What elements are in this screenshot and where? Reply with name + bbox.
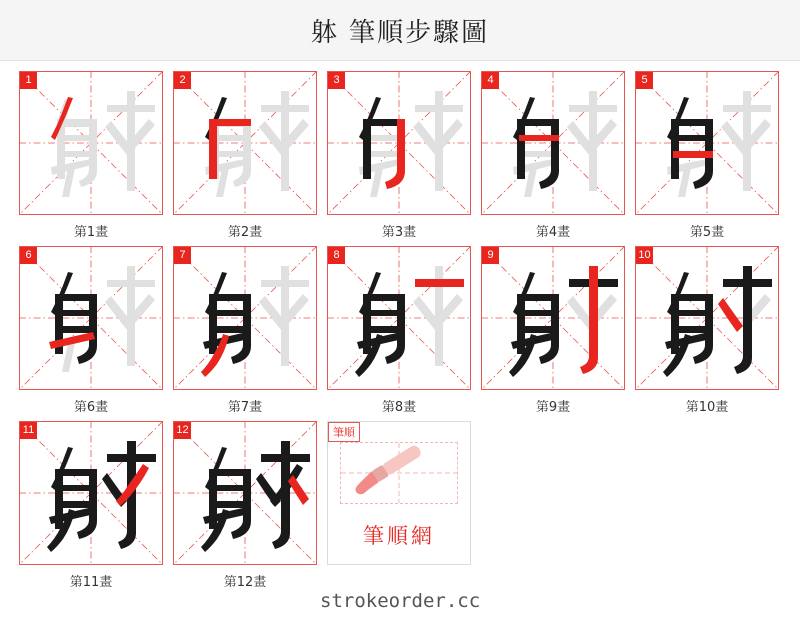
logo-tag: 筆順 [328,422,360,442]
step-number-badge: 8 [328,247,345,264]
brand-logo-box[interactable] [327,421,471,565]
step-caption: 第1畫 [73,225,109,240]
stroke-step-11[interactable] [14,421,168,590]
stroke-step-9[interactable] [476,246,630,415]
stroke-step-3[interactable] [322,71,476,240]
step-caption: 第7畫 [227,400,263,415]
stroke-box-2[interactable] [173,71,317,215]
stroke-canvas-12 [173,421,317,565]
stroke-box-8[interactable] [327,246,471,390]
stroke-grid [0,61,800,596]
stroke-step-1[interactable] [14,71,168,240]
step-number-badge: 6 [20,247,37,264]
stroke-step-12[interactable] [168,421,322,590]
stroke-step-6[interactable] [14,246,168,415]
step-caption: 第5畫 [689,225,725,240]
step-number-badge: 12 [174,422,191,439]
step-caption: 第10畫 [685,400,729,415]
step-number-badge: 1 [20,72,37,89]
stroke-canvas-2 [173,71,317,215]
stroke-box-12[interactable] [173,421,317,565]
stroke-canvas-6 [19,246,163,390]
brush-illustration [340,442,458,504]
step-caption: 第4畫 [535,225,571,240]
stroke-box-3[interactable] [327,71,471,215]
stroke-canvas-7 [173,246,317,390]
brush-icon [341,443,457,503]
stroke-canvas-4 [481,71,625,215]
step-caption: 第11畫 [69,575,113,590]
step-number-badge: 3 [328,72,345,89]
stroke-box-6[interactable] [19,246,163,390]
step-caption: 第9畫 [535,400,571,415]
step-number-badge: 5 [636,72,653,89]
step-caption: 第2畫 [227,225,263,240]
stroke-box-9[interactable] [481,246,625,390]
stroke-canvas-5 [635,71,779,215]
brand-name: 筆順網 [363,524,435,548]
stroke-step-7[interactable] [168,246,322,415]
stroke-step-10[interactable] [630,246,784,415]
stroke-step-4[interactable] [476,71,630,240]
step-number-badge: 11 [20,422,37,439]
stroke-canvas-9 [481,246,625,390]
step-number-badge: 4 [482,72,499,89]
page-header [0,0,800,61]
brand-logo-cell[interactable] [322,421,476,590]
step-number-badge: 7 [174,247,191,264]
step-caption: 第8畫 [381,400,417,415]
stroke-box-1[interactable] [19,71,163,215]
stroke-canvas-10 [635,246,779,390]
stroke-canvas-8 [327,246,471,390]
stroke-step-2[interactable] [168,71,322,240]
step-caption: 第12畫 [223,575,267,590]
stroke-box-10[interactable] [635,246,779,390]
step-number-badge: 10 [636,247,653,264]
site-url[interactable]: strokeorder.cc [320,590,481,612]
logo-caption-spacer [397,571,401,586]
step-number-badge: 2 [174,72,191,89]
stroke-step-5[interactable] [630,71,784,240]
step-number-badge: 9 [482,247,499,264]
stroke-box-5[interactable] [635,71,779,215]
step-caption: 第3畫 [381,225,417,240]
step-caption: 第6畫 [73,400,109,415]
stroke-canvas-1 [19,71,163,215]
stroke-box-4[interactable] [481,71,625,215]
stroke-canvas-3 [327,71,471,215]
stroke-box-7[interactable] [173,246,317,390]
stroke-box-11[interactable] [19,421,163,565]
stroke-step-8[interactable] [322,246,476,415]
stroke-canvas-11 [19,421,163,565]
page-title: 躰 筆順步驟圖 [310,17,490,48]
